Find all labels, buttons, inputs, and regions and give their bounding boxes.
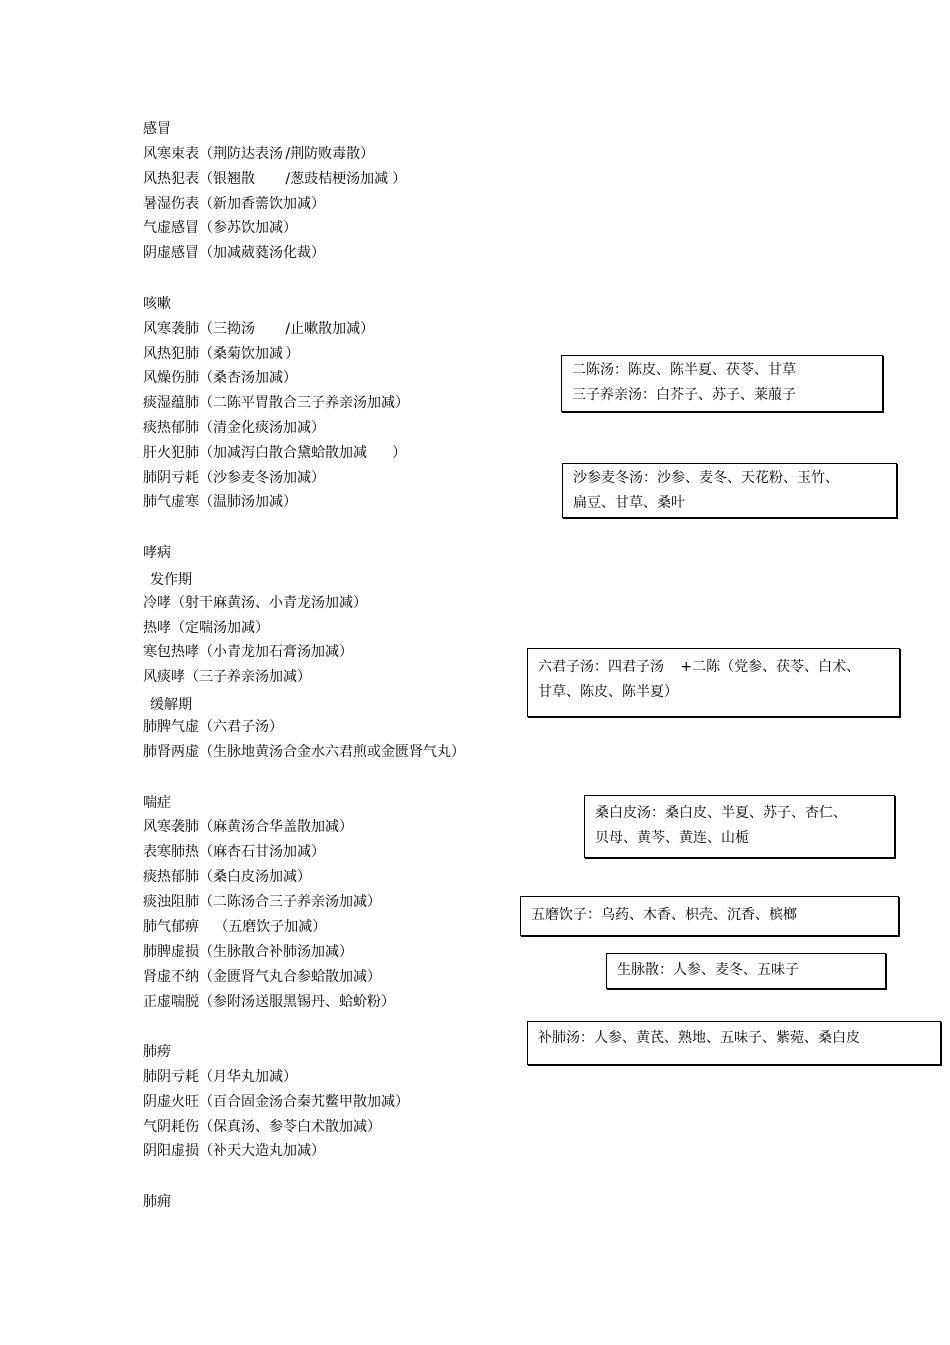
formula-box-line: 甘草、陈皮、陈半夏） — [538, 684, 678, 700]
formula-box-line: 贝母、黄芩、黄连、山栀 — [595, 830, 749, 846]
line-cold-title: 感冒 — [143, 121, 171, 137]
line-asthma-attack-heading: 发作期 — [150, 572, 192, 588]
line-cough-3: 风燥伤肺（桑杏汤加减） — [143, 370, 297, 386]
line-cold-4: 气虚感冒（参苏饮加减） — [143, 220, 297, 236]
line-abscess-title: 肺痈 — [143, 1194, 171, 1210]
line-tb-1: 肺阴亏耗（月华丸加减） — [143, 1069, 297, 1085]
line-cold-1: 风寒束表（荆防达表汤 /荆防败毒散） — [143, 146, 375, 162]
line-asthma-remission-heading: 缓解期 — [150, 697, 192, 713]
line-dyspnea-4: 痰浊阻肺（二陈汤合三子养亲汤加减） — [143, 894, 381, 910]
line-asthma-1: 冷哮（射干麻黄汤、小青龙汤加减） — [143, 595, 367, 611]
line-cough-5: 痰热郁肺（清金化痰汤加减） — [143, 420, 325, 436]
line-cough-2: 风热犯肺（桑菊饮加减 ） — [143, 346, 300, 362]
line-cough-title: 咳嗽 — [143, 296, 171, 312]
formula-box-line: 三子养亲汤：白芥子、苏子、莱菔子 — [572, 387, 796, 403]
line-dyspnea-1: 风寒袭肺（麻黄汤合华盖散加减） — [143, 819, 353, 835]
formula-box-line: 五磨饮子：乌药、木香、枳壳、沉香、槟榔 — [531, 907, 797, 923]
line-dyspnea-title: 喘症 — [143, 795, 171, 811]
line-dyspnea-5: 肺气郁痹 （五磨饮子加减） — [143, 919, 327, 935]
line-dyspnea-7: 肾虚不纳（金匮肾气丸合参蛤散加减） — [143, 969, 381, 985]
line-asthma-title: 哮病 — [143, 545, 171, 561]
line-tb-title: 肺痨 — [143, 1044, 171, 1060]
line-asthma-6: 肺肾两虚（生脉地黄汤合金水六君煎或金匮肾气丸） — [143, 744, 465, 760]
line-asthma-5: 肺脾气虚（六君子汤） — [143, 719, 283, 735]
line-cough-4: 痰湿蕴肺（二陈平胃散合三子养亲汤加减） — [143, 395, 409, 411]
formula-box-erchen — [561, 355, 883, 412]
line-asthma-2: 热哮（定喘汤加减） — [143, 620, 269, 636]
line-tb-3: 气阴耗伤（保真汤、参苓白术散加减） — [143, 1119, 381, 1135]
line-dyspnea-8: 正虚喘脱（参附汤送服黑锡丹、蛤蚧粉） — [143, 994, 395, 1010]
formula-box-shengmai — [606, 953, 886, 989]
formula-box-line: 二陈汤：陈皮、陈半夏、茯苓、甘草 — [572, 362, 796, 378]
line-cough-6: 肝火犯肺（加减泻白散合黛蛤散加减 ） — [143, 445, 407, 461]
formula-box-line: 沙参麦冬汤：沙参、麦冬、天花粉、玉竹、 — [573, 470, 839, 486]
line-cold-5: 阴虚感冒（加减葳蕤汤化裁） — [143, 245, 325, 261]
line-tb-4: 阴阳虚损（补天大造丸加减） — [143, 1143, 325, 1159]
line-cold-2: 风热犯表（银翘散 /葱豉桔梗汤加减 ） — [143, 171, 407, 187]
line-asthma-3: 寒包热哮（小青龙加石膏汤加减） — [143, 644, 353, 660]
line-cough-7: 肺阴亏耗（沙参麦冬汤加减） — [143, 470, 325, 486]
line-cold-3: 暑湿伤表（新加香薷饮加减） — [143, 196, 325, 212]
formula-box-liujunzi — [527, 648, 900, 717]
line-asthma-4: 风痰哮（三子养亲汤加减） — [143, 669, 311, 685]
formula-box-wumo — [520, 896, 899, 936]
line-cough-8: 肺气虚寒（温肺汤加减） — [143, 494, 297, 510]
formula-box-shashen — [562, 463, 897, 518]
formula-box-bufei — [527, 1021, 941, 1065]
formula-box-line: 生脉散：人参、麦冬、五味子 — [617, 962, 799, 978]
formula-box-line: 扁豆、甘草、桑叶 — [573, 495, 685, 511]
line-dyspnea-2: 表寒肺热（麻杏石甘汤加减） — [143, 844, 325, 860]
formula-box-line: 桑白皮汤：桑白皮、半夏、苏子、杏仁、 — [595, 805, 847, 821]
line-cough-1: 风寒袭肺（三拗汤 /止嗽散加减） — [143, 321, 375, 337]
formula-box-line: 六君子汤：四君子汤 +二陈（党参、茯苓、白术、 — [538, 659, 861, 675]
line-tb-2: 阴虚火旺（百合固金汤合秦艽鳖甲散加减） — [143, 1094, 409, 1110]
line-dyspnea-6: 肺脾虚损（生脉散合补肺汤加减） — [143, 944, 353, 960]
formula-box-sangbaipi — [584, 795, 895, 858]
line-dyspnea-3: 痰热郁肺（桑白皮汤加减） — [143, 869, 311, 885]
formula-box-line: 补肺汤：人参、黄芪、熟地、五味子、紫菀、桑白皮 — [538, 1030, 860, 1046]
